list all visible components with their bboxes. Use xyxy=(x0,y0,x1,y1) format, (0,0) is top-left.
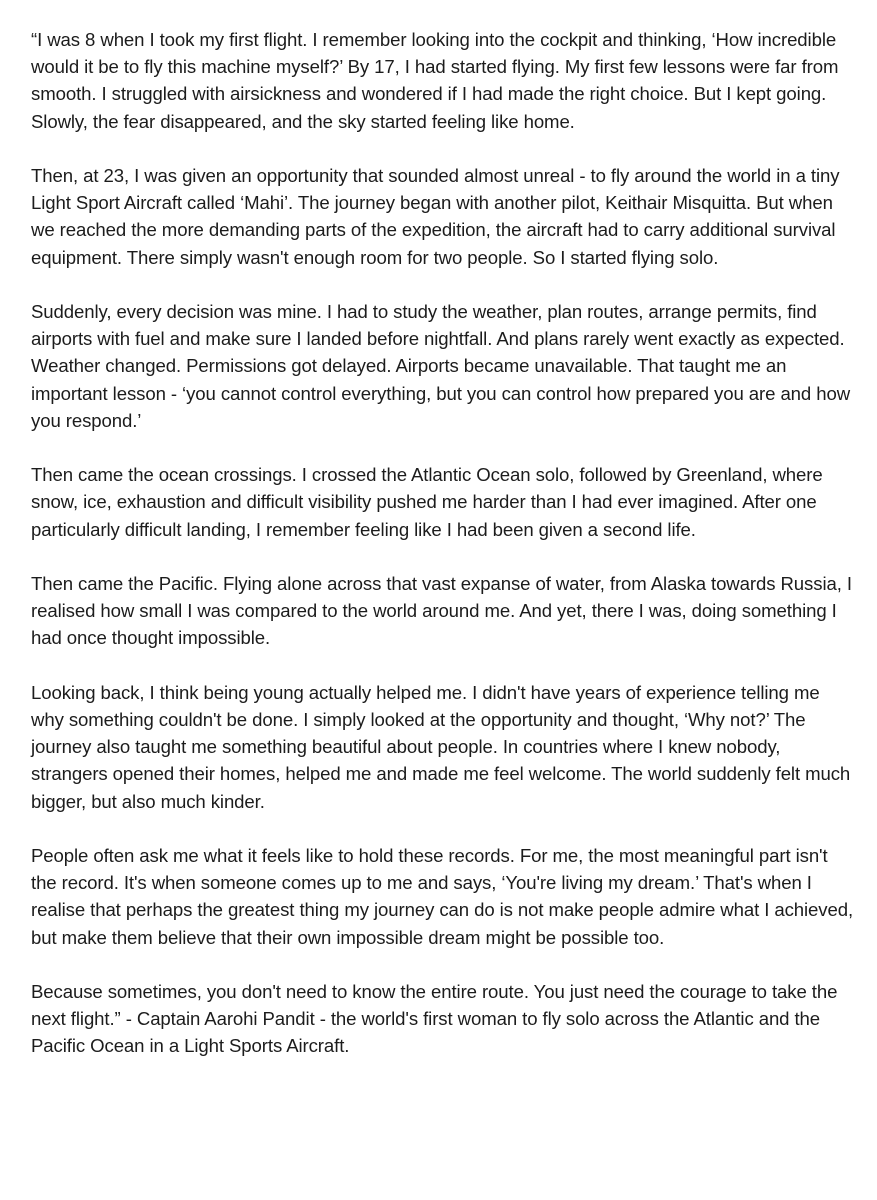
paragraph-closing-quote: Because sometimes, you don't need to know the entire route. You just need the courage to take the next flight.” - Captain Aarohi Pandit - the world's first woman to fly solo across the Atlantic and the Pacific Ocean in a Light Sports Aircraft. xyxy=(31,981,838,1057)
paragraph-looking-back: Looking back, I think being young actually helped me. I didn't have years of experience telling me why something couldn't be done. I simply looked at the opportunity and thought, ‘Why not?’ The journey also taught me something beautiful about people. In countries where I knew nobody, strangers opened their homes, helped me and made me feel welcome. The world suddenly felt much bigger, but also much kinder. xyxy=(31,681,851,812)
paragraph-pacific: Then came the Pacific. Flying alone across that vast expanse of water, from Alaska towards Russia, I realised how small I was compared to the world around me. And yet, there I was, doing something I had once thought impossible. xyxy=(31,573,852,649)
paragraph-world-flight: Then, at 23, I was given an opportunity that sounded almost unreal - to fly around the world in a tiny Light Sport Aircraft called ‘Mahi’. The journey began with another pilot, Keithair Misquitta. But when we reached the more demanding parts of the expedition, the aircraft had to carry additional survival equipment. There simply wasn't enough room for two people. So I started flying solo. xyxy=(31,165,840,268)
document-body xyxy=(31,26,855,1060)
paragraph-decisions: Suddenly, every decision was mine. I had to study the weather, plan routes, arrange permits, find airports with fuel and make sure I landed before nightfall. And plans rarely went exactly as expected. Weather changed. Permissions got delayed. Airports became unavailable. That taught me an important lesson - ‘you cannot control everything, but you can control how prepared you are and how you respond.’ xyxy=(31,301,851,431)
paragraph-records: People often ask me what it feels like to hold these records. For me, the most meaningful part isn't the record. It's when someone comes up to me and says, ‘You're living my dream.’ That's when I realise that perhaps the greatest thing my journey can do is not make people admire what I achieved, but make them believe that their own impossible dream might be possible too. xyxy=(31,845,854,948)
paragraph-ocean-crossings: Then came the ocean crossings. I crossed the Atlantic Ocean solo, followed by Greenland, where snow, ice, exhaustion and difficult visibility pushed me harder than I had ever imagined. After one particularly difficult landing, I remember feeling like I had been given a second life. xyxy=(31,464,823,540)
paragraph-first-flight: “I was 8 when I took my first flight. I remember looking into the cockpit and thinking, ‘How incredible would it be to fly this machine myself?’ By 17, I had started flying. My first few lessons were far from smooth. I struggled with airsickness and wondered if I had made the right choice. But I kept going. Slowly, the fear disappeared, and the sky started feeling like home. xyxy=(31,29,839,132)
